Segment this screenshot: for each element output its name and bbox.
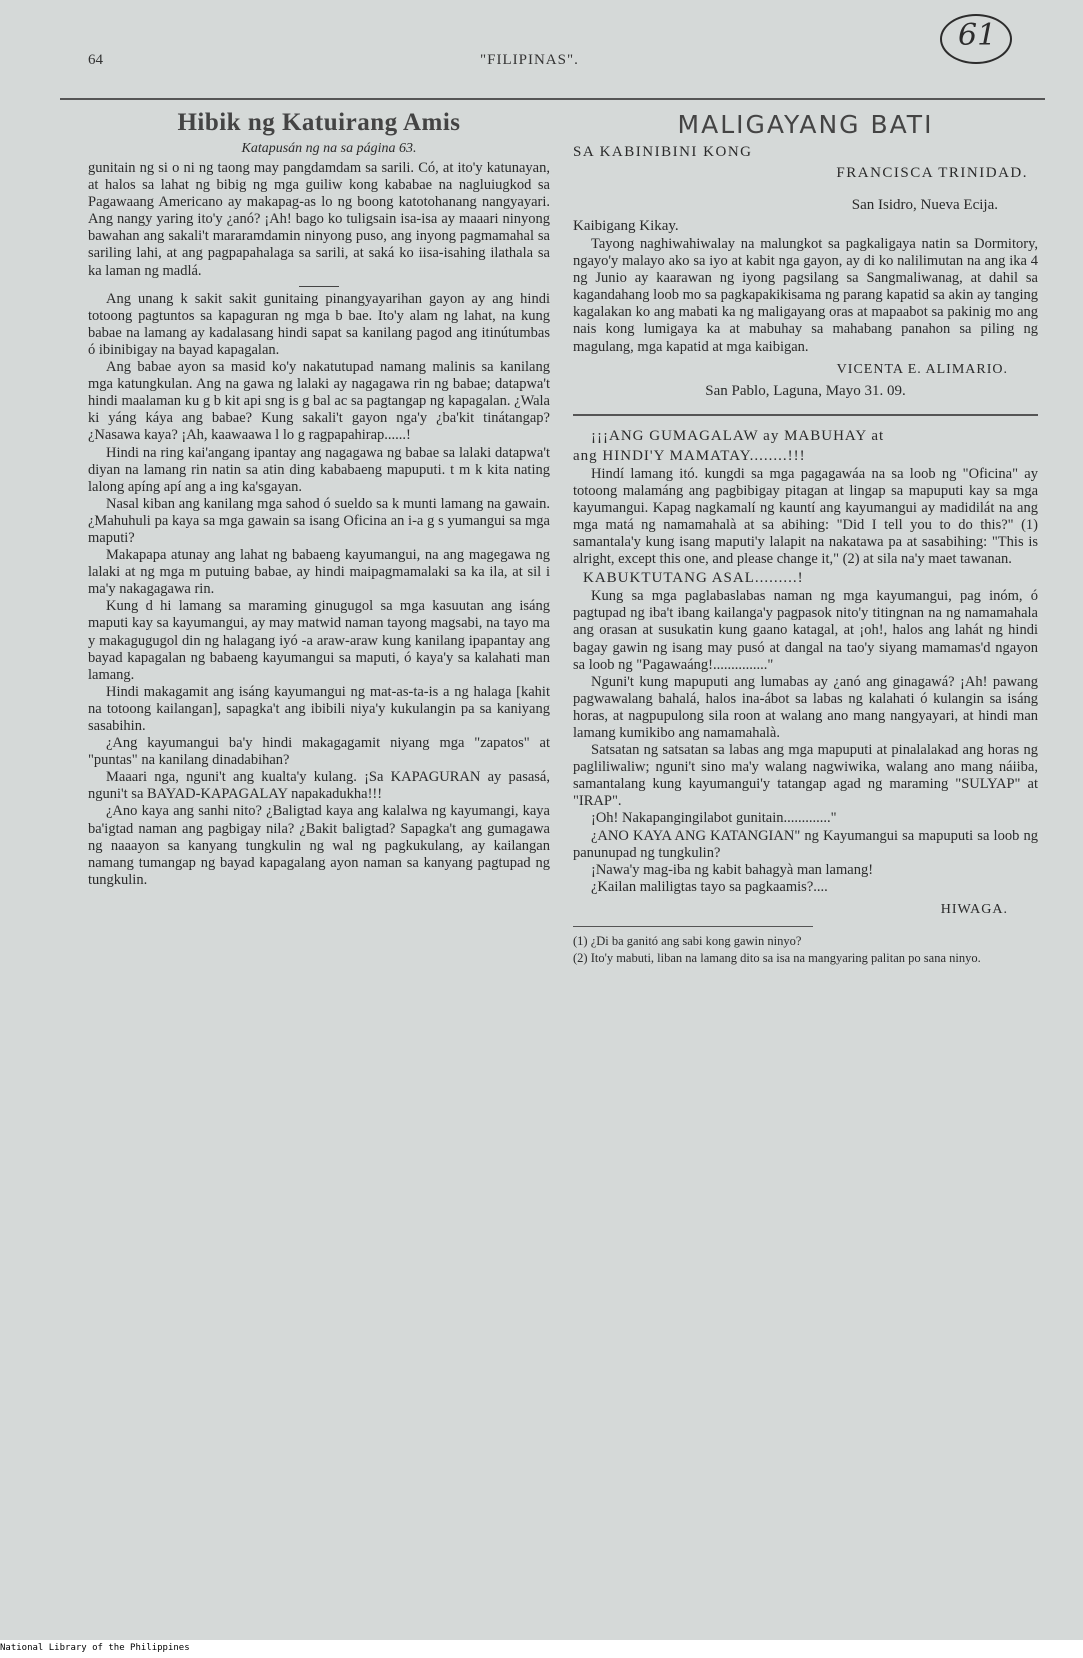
paragraph: Maaari nga, nguni't ang kualta'y kulang. ¡Sa KAPAGURAN ay pasasá, nguni't sa BAYAD-KAPAGALAY napakadukha!!! — [88, 769, 550, 803]
paragraph: Kung sa mga paglabaslabas naman ng mga kayumangui, pag inóm, ó pagtupad ng iba't ibang kailanga'y pagpasok nito'y titingnan na ng namamahala ang orasan at susukatin kung gaano katagal, at ¡oh!, halos ang lahát ng hindi bagay gawin ng isang may pusó at dangal na tao'y siyang mamamas'd ngayon sa loob ng "Pagawaáng!..............." — [573, 588, 1038, 673]
footnote-rule — [573, 926, 813, 927]
paragraph: Hindí lamang itó. kungdi sa mga pagagawáa na sa loob ng "Oficina" ay totoong malamáng ang pagbibigay pitagan at lingap sa mapuputi kay sa mga kayumangui. Kapag nagkamalí ng kauntí ang kayumangui ay madidilát na ang mga matá ng namamahalà at sa abihing: "Did I tell you to do this?" (1) samantala'y kung isang maputi'y lalapit na nakatawa pa at sasabihing: "This is alright, except this one, and please change it," (2) at sila na'y maet tawanan. — [573, 465, 1038, 568]
paragraph: ¿Kailan maliligtas tayo sa pagkaamis?.... — [591, 878, 828, 895]
footnotes — [573, 933, 1038, 967]
header-rule — [60, 98, 1045, 100]
paragraph: ¿Ano kaya ang sanhi nito? ¿Baligtad kaya ang kalalwa ng kayumangi, kaya ba'igtad naman ang pagbigay nila? ¿Bakit baligtad? Sapagka't ang gumagawa ng naaayon sa kanyang tungkulin ng wal ng pagkukulang, ay kailangan namang tumangap ng bayad kapagalang ayon naman sa kanyang pagtupad ng tungkulin. — [88, 803, 550, 888]
right-article-title: MALIGAYANG BATI — [677, 110, 934, 139]
signature: VICENTA E. ALIMARIO. — [836, 361, 1008, 377]
paragraph: Nasal kiban ang kanilang mga sahod ó sueldo sa k munti lamang na gawain. ¿Mahuhuli pa kaya sa mga gawain sa isang Oficina an i-a g s yumangui sa mga maputi? — [88, 495, 550, 546]
subheading: KABUKTUTANG ASAL.........! — [583, 570, 804, 587]
library-credit: National Library of the Philippines — [0, 1643, 190, 1653]
left-article-title: Hibik ng Katuirang Amis — [177, 109, 461, 136]
section-divider — [299, 286, 339, 287]
journal-title: "FILIPINAS". — [480, 52, 579, 68]
dedication-name: FRANCISCA TRINIDAD. — [836, 165, 1028, 181]
paragraph: Kung d hi lamang sa maraming ginugugol sa mga kasuutan ang isáng maputi kay sa kayumangui, ay may matwid naman tayong magsabi, na tayo ma y makagugugol din ng halagang iyó -a araw-araw kung kanilang ipapantay ang bayad kapagalan ng babaeng kayumangui sa maputi, ó kaya'y sa kalahati man lamang. — [88, 598, 550, 683]
paragraph: ¿Ang kayumangui ba'y hindi makagagamit niyang mga "zapatos" at "puntas" na kanilang dinadabihan? — [88, 735, 550, 769]
article-heading: ang HINDI'Y MAMATAY........!!! — [573, 447, 806, 464]
page-number: 64 — [88, 52, 103, 68]
left-column — [88, 108, 550, 889]
article-heading: ¡¡¡ANG GUMAGALAW ay MABUHAY at — [591, 427, 885, 444]
right-column — [573, 108, 1038, 967]
footnote: (2) Ito'y mabuti, liban na lamang dito sa isa na mangyaring palitan po sana ninyo. — [573, 950, 981, 965]
footnote: (1) ¿Di ba ganitó ang sabi kong gawin ninyo? — [573, 933, 802, 948]
paragraph: Ang unang k sakit sakit gunitaing pinangyayarihan gayon ay ang hindi totoong pagtuntos sa kapaguran ng mga b bae. Ito'y alam ng lahat, na kung babae na lamang ay kadalasang hindi sapat sa kanilang pagod ang itinútumbas ó ibinibigay na bayad kapagalan. — [88, 290, 550, 358]
paragraph: Hindi makagamit ang isáng kayumangui ng mat-as-ta-is a ng halaga [kahit na totoong kailangan], sapagka't ang ibibili niya'y kukulangin pa sa kaniyang sasabihin. — [88, 683, 550, 734]
paragraph: ¡Nawa'y mag-iba ng kabit bahagyà man lamang! — [591, 861, 874, 878]
paragraph: Satsatan ng satsatan sa labas ang mga mapuputi at pinalalakad ang horas ng pagliliwaliw; nguni't sino ma'y walang nagwiwika, walang ano mang náiiba, samantalang kung kayumangui'y tatangap agad ng maraming "SULYAP" at "IRAP". — [573, 742, 1038, 810]
place-line: San Isidro, Nueva Ecija. — [851, 197, 998, 213]
greeting: Kaibigang Kikay. — [573, 218, 679, 234]
paragraph: gunitain ng si o ni ng taong may pangdamdam sa sarili. Có, at ito'y katunayan, at halos sa lahat ng bibig ng mga guiliw kong kababae na nagluiugkod sa Pagawaang Americano ay makapag-as lo ng boong katotohanang nangyayari. Ang nangy yaring ito'y ¿anó? ¡Ah! bago ko tuligsain isa-isa ay maaari ninyong bawahan ang sakali't mararamdamin ninyong puso, ang inyong pagmamahal sa sariling lahi, at ang pagpapahalaga sa sarili, at saká ko iisa-isahing ilathala sa ka laman ng madlá. — [88, 160, 550, 279]
paragraph: ¡Oh! Nakapangingilabot gunitain............." — [591, 810, 837, 827]
paragraph: Nguni't kung mapuputi ang lumabas ay ¿anó ang ginagawá? ¡Ah! pawang pagwawalang bahalá, halos ina-ábot sa labas ng kalahati ó kulangin sa isáng horas, at nagpupulong sila roon at walang ano mang nangyayari, at hindi man lamang kumikibo ang namamahalà. — [573, 673, 1038, 741]
article-divider — [573, 414, 1038, 416]
paragraph: Tayong naghiwahiwalay na malungkot sa pagkaligaya natin sa Dormitory, ngayo'y malayo ako sa iyo at kabit nga gayon, ay di ko nalilimutan na ang ika 4 ng Junio ay kaarawan ng iyong pagsilang sa Sangmaliwanag, at dahil sa kagandahang loob mo sa pagkapakikisama ng parang kapatid sa akin ay tanging kagalakan ko ang mabati ka ng maligayang oras at mapaabot sa pakinig mo ang nais kong lumigaya ka at mabuhay sa mahabang panahon sa piling ng magulang, mga kapatid at mga kaibigan. — [573, 236, 1038, 355]
left-article-subtitle: Katapusán ng na sa página 63. — [241, 141, 417, 156]
handwritten-page-annotation: 61 — [958, 18, 997, 53]
dedication-line: SA KABINIBINI KONG — [573, 144, 753, 160]
signature: HIWAGA. — [940, 901, 1008, 917]
paragraph: ¿ANO KAYA ANG KATANGIAN" ng Kayumangui sa mapuputi sa loob ng panunupad ng tungkulin? — [573, 827, 1038, 861]
dateline: San Pablo, Laguna, Mayo 31. 09. — [705, 382, 906, 399]
paragraph: Makapapa atunay ang lahat ng babaeng kayumangui, na ang magegawa ng lalaki at ng mga m putuing babae, ay hindi maipagmamalaki sa ka ila, at sil i ma'y nakagagawa rin. — [88, 547, 550, 598]
paragraph: Ang babae ayon sa masid ko'y nakatutupad namang malinis sa kanilang mga katungkulan. Ang na gawa ng lalaki ay nagagawa rin ng babae; datapwa't hindi maalaman ku g b kit api sng is g bal ac sa pagtangap ng kapagalan. ¿Wala ki yáng káya ang babae? Kung sakali't gayon nga'y ¿ba'kit tinátangap? ¿Nasawa kaya? ¡Ah, kaawaawa l lo g ragpapahirap......! — [88, 359, 550, 444]
paragraph: Hindi na ring kai'angang ipantay ang nagagawa ng babae sa lalaki datapwa't diyan na lamang rin natin sa atin ding kababaeng mapuputi. t m k kita nating lalong apíng apí ang a ing ka'sgayan. — [88, 444, 550, 495]
